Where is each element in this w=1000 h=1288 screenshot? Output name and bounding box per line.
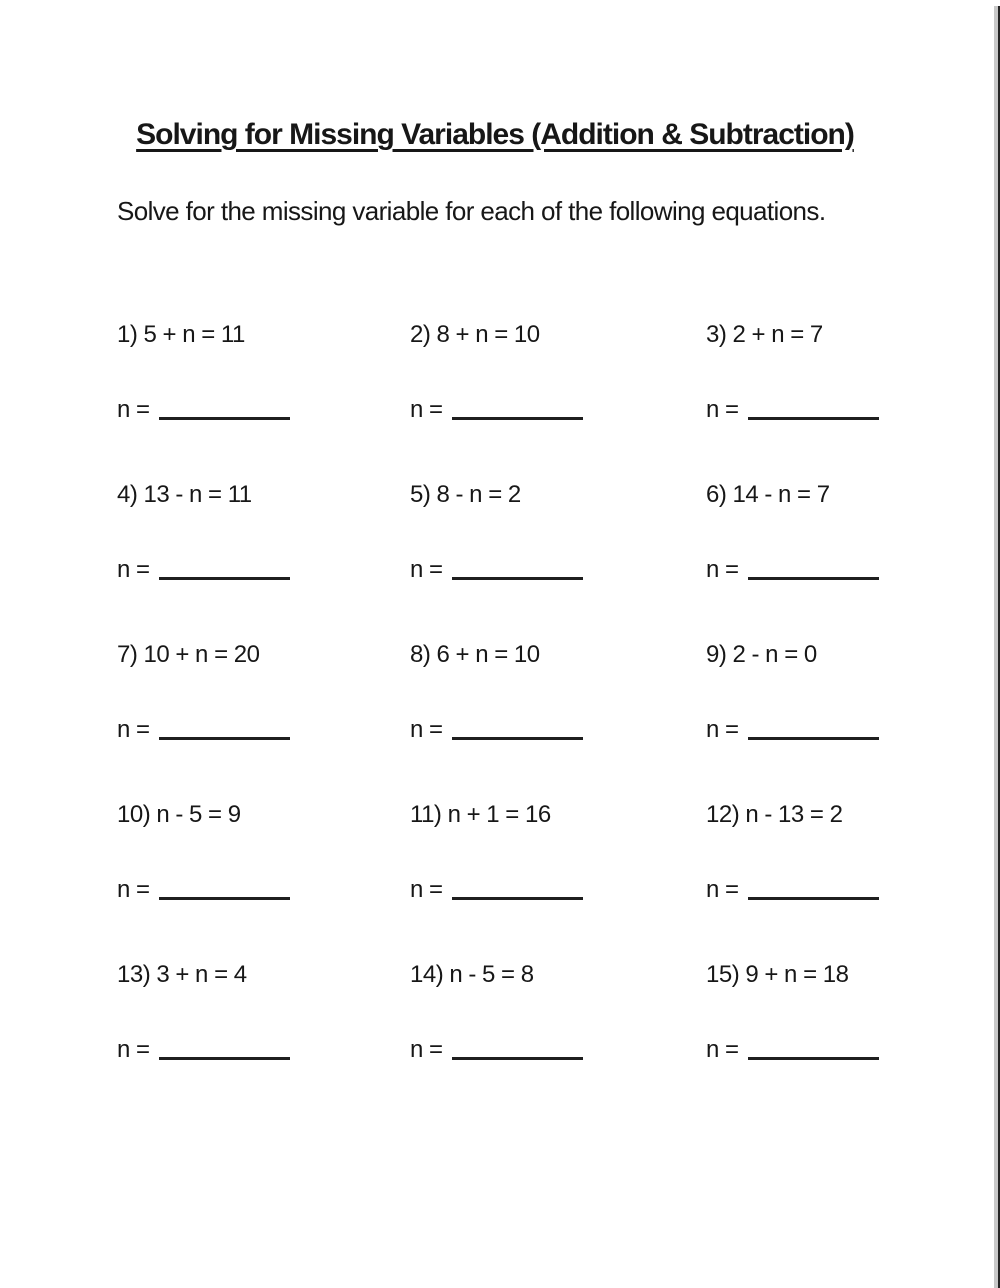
equation-text: 10) n - 5 = 9 (117, 801, 241, 828)
equation-text: 4) 13 - n = 11 (117, 481, 252, 508)
equation-text: 15) 9 + n = 18 (706, 961, 849, 988)
worksheet-title (0, 116, 990, 154)
answer-blank[interactable] (452, 396, 583, 420)
problem-8 (410, 640, 706, 800)
answer-row (706, 555, 1000, 585)
answer-row (117, 1035, 410, 1065)
answer-row (410, 1035, 706, 1065)
equation-text: 13) 3 + n = 4 (117, 961, 247, 988)
problem-5 (410, 480, 706, 640)
answer-label: n = (410, 396, 443, 423)
answer-blank[interactable] (748, 1036, 879, 1060)
answer-blank[interactable] (452, 556, 583, 580)
problem-7 (117, 640, 410, 800)
answer-row (410, 875, 706, 905)
answer-row (117, 555, 410, 585)
answer-blank[interactable] (452, 1036, 583, 1060)
answer-label: n = (410, 716, 443, 743)
answer-label: n = (410, 876, 443, 903)
problem-11 (410, 800, 706, 960)
problem-9 (706, 640, 1000, 800)
answer-row (706, 875, 1000, 905)
equation-text: 5) 8 - n = 2 (410, 481, 521, 508)
answer-label: n = (117, 396, 150, 423)
answer-blank[interactable] (452, 876, 583, 900)
answer-label: n = (410, 556, 443, 583)
problem-4 (117, 480, 410, 640)
problem-12 (706, 800, 1000, 960)
answer-row (117, 875, 410, 905)
answer-label: n = (117, 1036, 150, 1063)
equation-text: 1) 5 + n = 11 (117, 321, 245, 348)
answer-label: n = (410, 1036, 443, 1063)
equation-text: 2) 8 + n = 10 (410, 321, 540, 348)
answer-blank[interactable] (748, 556, 879, 580)
problem-10 (117, 800, 410, 960)
answer-row (706, 715, 1000, 745)
answer-row (706, 395, 1000, 425)
problem-2 (410, 320, 706, 480)
answer-blank[interactable] (159, 396, 290, 420)
answer-blank[interactable] (748, 716, 879, 740)
answer-row (410, 715, 706, 745)
answer-label: n = (706, 876, 739, 903)
answer-blank[interactable] (159, 556, 290, 580)
problem-14 (410, 960, 706, 1120)
equation-text: 9) 2 - n = 0 (706, 641, 817, 668)
answer-blank[interactable] (748, 396, 879, 420)
equation-text: 12) n - 13 = 2 (706, 801, 843, 828)
equation-text: 6) 14 - n = 7 (706, 481, 830, 508)
answer-label: n = (117, 556, 150, 583)
equation-text: 14) n - 5 = 8 (410, 961, 534, 988)
equation-text: 7) 10 + n = 20 (117, 641, 260, 668)
equation-text: 8) 6 + n = 10 (410, 641, 540, 668)
answer-label: n = (706, 1036, 739, 1063)
answer-label: n = (706, 556, 739, 583)
problem-13 (117, 960, 410, 1120)
problem-1 (117, 320, 410, 480)
answer-blank[interactable] (159, 716, 290, 740)
page-edge-border (994, 6, 1000, 1288)
problem-15 (706, 960, 1000, 1120)
answer-label: n = (706, 396, 739, 423)
answer-blank[interactable] (159, 1036, 290, 1060)
equation-text: 11) n + 1 = 16 (410, 801, 551, 828)
problem-3 (706, 320, 1000, 480)
answer-row (706, 1035, 1000, 1065)
answer-row (117, 715, 410, 745)
instructions-text: Solve for the missing variable for each of the following equations. (117, 196, 826, 226)
answer-label: n = (117, 716, 150, 743)
answer-row (410, 395, 706, 425)
problem-6 (706, 480, 1000, 640)
equation-text: 3) 2 + n = 7 (706, 321, 823, 348)
answer-label: n = (117, 876, 150, 903)
worksheet-title-text: Solving for Missing Variables (Addition & Subtraction) (136, 118, 854, 151)
problems-grid (117, 320, 1000, 1120)
answer-blank[interactable] (159, 876, 290, 900)
answer-blank[interactable] (748, 876, 879, 900)
answer-label: n = (706, 716, 739, 743)
answer-row (117, 395, 410, 425)
answer-row (410, 555, 706, 585)
answer-blank[interactable] (452, 716, 583, 740)
